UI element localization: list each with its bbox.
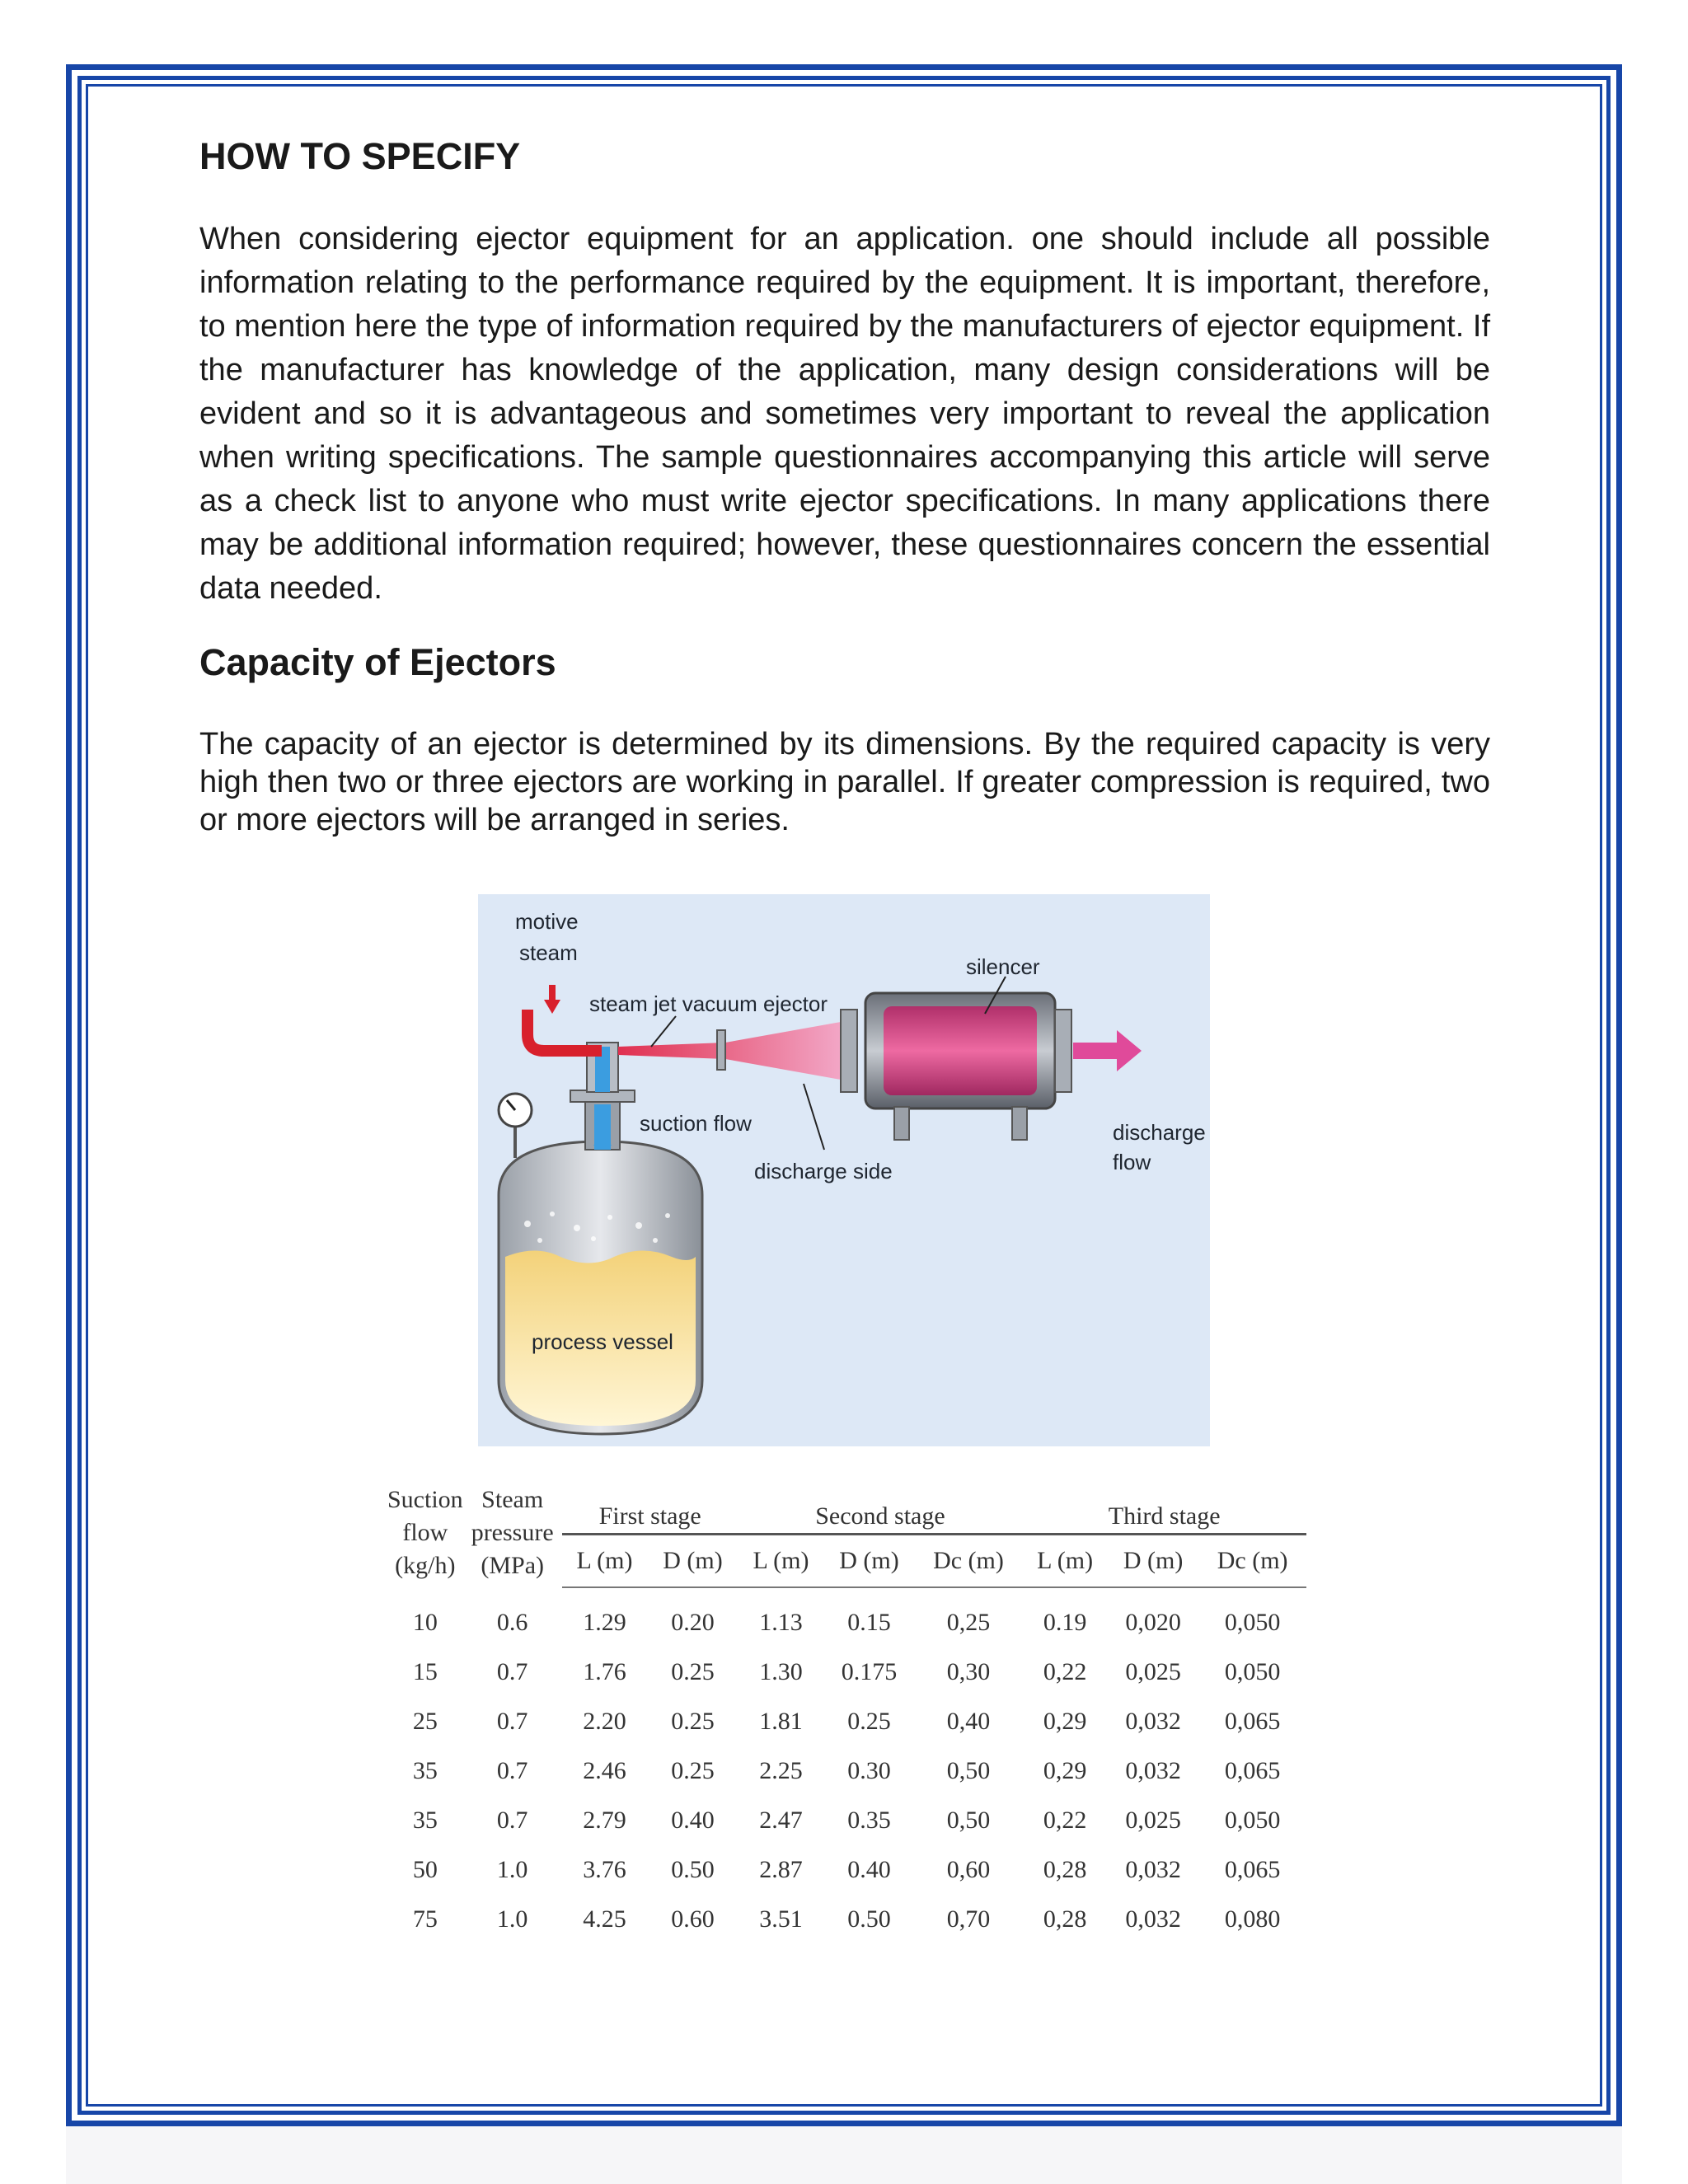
col-header-suction: Suction flow (kg/h) bbox=[387, 1486, 463, 1579]
table-cell: 0,032 bbox=[1125, 1708, 1181, 1735]
table-cell: 0,30 bbox=[946, 1658, 991, 1685]
table-cell: 1.81 bbox=[759, 1708, 803, 1735]
table-cell: 50 bbox=[412, 1856, 438, 1883]
table-cell: 0.25 bbox=[847, 1708, 891, 1735]
table-cell: 15 bbox=[412, 1658, 438, 1685]
table-cell: 0,025 bbox=[1125, 1807, 1181, 1834]
table-row bbox=[387, 1895, 1306, 1944]
sub-header: Dc (m) bbox=[1198, 1534, 1306, 1587]
table-cell: 2.47 bbox=[759, 1807, 803, 1834]
table-cell: 0,050 bbox=[1224, 1807, 1281, 1834]
ejector-dimensions-table bbox=[387, 1483, 1306, 1944]
table-cell: 0.7 bbox=[496, 1658, 528, 1685]
table-cell: 2.87 bbox=[759, 1856, 803, 1883]
sub-header: D (m) bbox=[823, 1534, 914, 1587]
table-cell: 0.7 bbox=[496, 1757, 528, 1784]
table-cell: 0.15 bbox=[847, 1609, 891, 1636]
table-cell: 0.7 bbox=[496, 1807, 528, 1834]
table-cell: 0,065 bbox=[1224, 1708, 1281, 1735]
diffuser-flange bbox=[717, 1030, 725, 1070]
intro-paragraph: When considering ejector equipment for an application. one should include all possible information relating to the performance required by the equipment. It is important, therefore, to mention here the type of information required by the manufacturers of ejector equipment. If the manufacturer has knowledge of the application, many design considerations will be evident and so it is advantageous and sometimes very important to reveal the application when writing specifications. The sample questionnaires accompanying this article will serve as a check list to anyone who must write ejector specifications. In many applications there may be additional information required; however, these questionnaires concern the essential data needed. bbox=[199, 222, 1490, 606]
table-cell: 0,60 bbox=[946, 1856, 991, 1883]
section-title: HOW TO SPECIFY bbox=[199, 135, 521, 177]
stage-header-first: First stage bbox=[562, 1483, 738, 1534]
table-cell: 0.30 bbox=[847, 1757, 891, 1784]
label-steam-jet-ejector: steam jet vacuum ejector bbox=[589, 991, 828, 1016]
table-cell: 0,065 bbox=[1224, 1856, 1281, 1883]
table-cell: 0,70 bbox=[946, 1905, 991, 1933]
table-cell: 0,025 bbox=[1125, 1658, 1181, 1685]
stage-header-third: Third stage bbox=[1022, 1483, 1306, 1534]
sub-header: D (m) bbox=[1108, 1534, 1198, 1587]
table-cell: 0,50 bbox=[946, 1757, 991, 1784]
table-cell: 1.29 bbox=[583, 1609, 626, 1636]
col-header-steam: Steam pressure (MPa) bbox=[471, 1486, 554, 1579]
table-cell: 1.30 bbox=[759, 1658, 803, 1685]
table-cell: 0,065 bbox=[1224, 1757, 1281, 1784]
table-cell: 3.76 bbox=[583, 1856, 626, 1883]
table-row bbox=[387, 1796, 1306, 1845]
table-cell: 0,050 bbox=[1224, 1609, 1281, 1636]
table-cell: 2.46 bbox=[583, 1757, 626, 1784]
table-cell: 1.76 bbox=[583, 1658, 626, 1685]
pressure-gauge bbox=[499, 1094, 532, 1158]
table-row bbox=[387, 1845, 1306, 1895]
table-cell: 0,50 bbox=[946, 1807, 991, 1834]
table-cell: 0,28 bbox=[1043, 1856, 1087, 1883]
ejector-diagram bbox=[478, 894, 1210, 1446]
diffuser bbox=[618, 1022, 841, 1080]
table-cell: 0,032 bbox=[1125, 1856, 1181, 1883]
table-cell: 4.25 bbox=[583, 1905, 626, 1933]
table-cell: 0,032 bbox=[1125, 1757, 1181, 1784]
table-cell: 0,28 bbox=[1043, 1905, 1087, 1933]
motive-steam-arrow-head bbox=[544, 1000, 560, 1014]
label-process-vessel: process vessel bbox=[532, 1329, 673, 1354]
table-cell: 0,080 bbox=[1224, 1905, 1281, 1933]
table-cell: 2.79 bbox=[583, 1807, 626, 1834]
label-motive: motive bbox=[515, 909, 579, 934]
sub-header: Dc (m) bbox=[915, 1534, 1023, 1587]
table-cell: 2.25 bbox=[759, 1757, 803, 1784]
table-cell: 0.20 bbox=[671, 1609, 715, 1636]
table-cell: 0,40 bbox=[946, 1708, 991, 1735]
label-flow: flow bbox=[1113, 1150, 1151, 1174]
table-cell: 1.0 bbox=[496, 1856, 528, 1883]
table-cell: 0.35 bbox=[847, 1807, 891, 1834]
table-cell: 0,29 bbox=[1043, 1757, 1087, 1784]
table-cell: 35 bbox=[412, 1757, 438, 1784]
table-cell: 0.60 bbox=[671, 1905, 715, 1933]
sub-header: L (m) bbox=[738, 1534, 824, 1587]
table-cell: 0.19 bbox=[1043, 1609, 1087, 1636]
table-cell: 0,22 bbox=[1043, 1807, 1087, 1834]
table-cell: 0.7 bbox=[496, 1708, 528, 1735]
label-discharge: discharge bbox=[1113, 1120, 1206, 1145]
table-cell: 35 bbox=[412, 1807, 438, 1834]
capacity-paragraph: The capacity of an ejector is determined by its dimensions. By the required capacity is very high then two or three ejectors are working in parallel. If greater compression is required, two or more ejectors will be arranged in series. bbox=[199, 727, 1490, 837]
table-row bbox=[387, 1746, 1306, 1796]
table-cell: 0,032 bbox=[1125, 1905, 1181, 1933]
table-body bbox=[387, 1587, 1306, 1944]
sub-header: L (m) bbox=[562, 1534, 648, 1587]
table-cell: 1.0 bbox=[496, 1905, 528, 1933]
label-silencer: silencer bbox=[966, 954, 1040, 979]
page-bottom-margin bbox=[66, 2126, 1622, 2184]
table-cell: 1.13 bbox=[759, 1609, 803, 1636]
label-discharge-side: discharge side bbox=[754, 1159, 893, 1183]
table-cell: 25 bbox=[412, 1708, 438, 1735]
table-cell: 0,050 bbox=[1224, 1658, 1281, 1685]
silencer bbox=[841, 993, 1071, 1140]
table-cell: 0,25 bbox=[946, 1609, 991, 1636]
sub-header: D (m) bbox=[647, 1534, 738, 1587]
table-cell: 0.40 bbox=[847, 1856, 891, 1883]
table-cell: 0.6 bbox=[496, 1608, 528, 1636]
label-steam: steam bbox=[519, 940, 578, 965]
table-row bbox=[387, 1697, 1306, 1746]
table-cell: 0,020 bbox=[1125, 1609, 1181, 1636]
table-row bbox=[387, 1647, 1306, 1697]
table-cell: 0.25 bbox=[671, 1757, 715, 1784]
table-cell: 3.51 bbox=[759, 1905, 803, 1933]
table-cell: 0,29 bbox=[1043, 1708, 1087, 1735]
table-cell: 2.20 bbox=[583, 1708, 626, 1735]
table-row bbox=[387, 1587, 1306, 1647]
table-cell: 0.25 bbox=[671, 1658, 715, 1685]
discharge-arrow bbox=[1073, 1030, 1142, 1071]
process-vessel bbox=[499, 1141, 702, 1434]
discharge-side-leader bbox=[804, 1084, 824, 1150]
capacity-title: Capacity of Ejectors bbox=[199, 641, 556, 683]
table-cell: 0.50 bbox=[671, 1856, 715, 1883]
label-suction-flow: suction flow bbox=[640, 1111, 752, 1136]
stage-header-second: Second stage bbox=[738, 1483, 1023, 1534]
sub-header: L (m) bbox=[1022, 1534, 1108, 1587]
table-cell: 0.50 bbox=[847, 1905, 891, 1933]
table-cell: 0.25 bbox=[671, 1708, 715, 1735]
table-cell: 0.175 bbox=[841, 1658, 898, 1685]
ejector-leader bbox=[651, 1016, 676, 1047]
table-cell: 75 bbox=[412, 1905, 438, 1933]
table-cell: 10 bbox=[412, 1608, 438, 1636]
table-cell: 0.40 bbox=[671, 1807, 715, 1834]
table-cell: 0,22 bbox=[1043, 1658, 1087, 1685]
